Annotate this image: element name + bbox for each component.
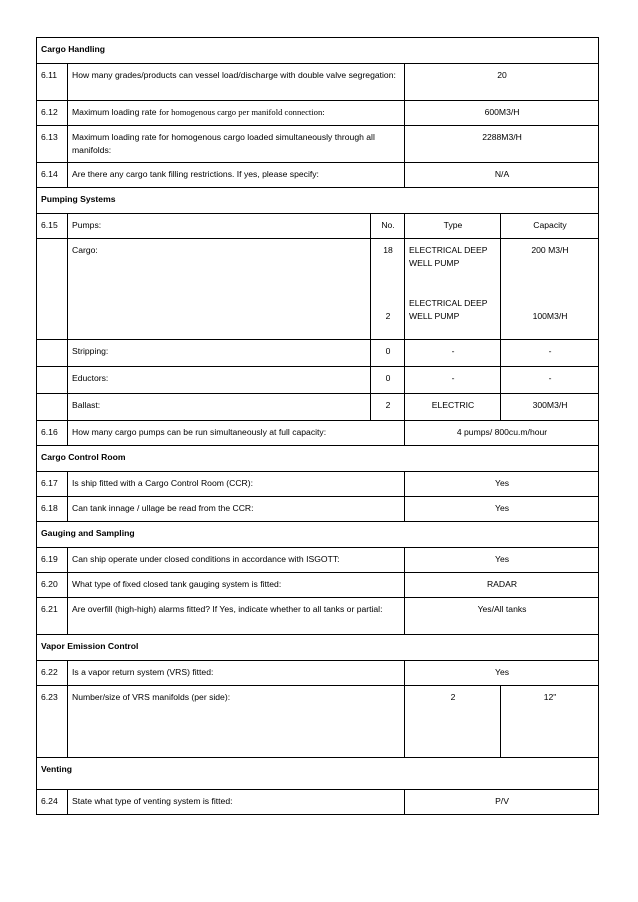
row-6-13	[37, 126, 599, 163]
empty-cell	[37, 394, 68, 421]
row-6-23	[37, 686, 599, 758]
row-6-22	[37, 661, 599, 686]
row-6-14	[37, 163, 599, 188]
item-number: 6.20	[37, 573, 68, 598]
question-text: Can tank innage / ullage be read from the CCR:	[68, 497, 405, 522]
pump-capacity-cell	[501, 239, 599, 340]
row-6-12	[37, 101, 599, 126]
answer-value: N/A	[405, 163, 599, 188]
item-number: 6.24	[37, 790, 68, 815]
section-title: Pumping Systems	[37, 188, 599, 214]
question-text-part: for homogenous cargo per manifold connection:	[158, 107, 325, 117]
pump-label: Cargo:	[68, 239, 371, 340]
pump-type-cell	[405, 239, 501, 340]
question-text: Maximum loading rate for homogenous cargo loaded simultaneously through all manifolds:	[68, 126, 405, 163]
question-text: Can ship operate under closed conditions in accordance with ISGOTT:	[68, 548, 405, 573]
row-6-21	[37, 598, 599, 635]
item-number: 6.19	[37, 548, 68, 573]
item-number: 6.23	[37, 686, 68, 758]
item-number: 6.18	[37, 497, 68, 522]
answer-value: 4 pumps/ 800cu.m/hour	[405, 421, 599, 446]
item-number: 6.21	[37, 598, 68, 635]
item-number: 6.13	[37, 126, 68, 163]
pump-type: -	[405, 340, 501, 367]
empty-cell	[37, 340, 68, 367]
empty-cell	[37, 367, 68, 394]
section-pumping-systems	[37, 188, 599, 214]
row-6-17	[37, 472, 599, 497]
question-text: Are there any cargo tank filling restrictions. If yes, please specify:	[68, 163, 405, 188]
row-6-15	[37, 214, 599, 239]
row-6-16	[37, 421, 599, 446]
section-vapor-emission-control	[37, 635, 599, 661]
pump-count: 0	[371, 340, 405, 367]
pump-count-cell	[371, 239, 405, 340]
pump-count: 2	[371, 394, 405, 421]
pump-capacity: -	[501, 340, 599, 367]
answer-value: Yes	[405, 472, 599, 497]
manifold-size: 12"	[501, 686, 599, 758]
question-text: What type of fixed closed tank gauging system is fitted:	[68, 573, 405, 598]
item-number: 6.12	[37, 101, 68, 126]
row-eductors	[37, 367, 599, 394]
section-venting	[37, 758, 599, 790]
answer-value: Yes	[405, 548, 599, 573]
questionnaire-sheet	[36, 37, 598, 815]
answer-value: Yes	[405, 661, 599, 686]
question-text	[68, 101, 405, 126]
empty-cell	[37, 239, 68, 340]
pump-count: 18	[383, 245, 393, 255]
row-ballast	[37, 394, 599, 421]
section-title: Gauging and Sampling	[37, 522, 599, 548]
pump-type: ELECTRICAL DEEP WELL PUMP	[409, 298, 488, 321]
vessel-questionnaire-table	[36, 37, 599, 815]
row-6-24	[37, 790, 599, 815]
item-number: 6.16	[37, 421, 68, 446]
answer-value: RADAR	[405, 573, 599, 598]
pump-label: Stripping:	[68, 340, 371, 367]
question-text: Are overfill (high-high) alarms fitted? If Yes, indicate whether to all tanks or partial:	[68, 598, 405, 635]
row-stripping	[37, 340, 599, 367]
pump-count: 0	[371, 367, 405, 394]
question-text-part: Maximum loading rate	[72, 107, 159, 117]
section-title: Cargo Handling	[37, 38, 599, 64]
answer-value: 20	[405, 64, 599, 101]
row-6-18	[37, 497, 599, 522]
answer-value: Yes	[405, 497, 599, 522]
section-gauging-sampling	[37, 522, 599, 548]
pump-type: -	[405, 367, 501, 394]
row-6-20	[37, 573, 599, 598]
section-title: Cargo Control Room	[37, 446, 599, 472]
row-cargo-pumps	[37, 239, 599, 340]
column-header-capacity: Capacity	[501, 214, 599, 239]
column-header-type: Type	[405, 214, 501, 239]
pump-capacity: 100M3/H	[532, 311, 568, 321]
column-header-no: No.	[371, 214, 405, 239]
row-6-19	[37, 548, 599, 573]
pump-count: 2	[385, 311, 391, 321]
item-number: 6.15	[37, 214, 68, 239]
question-text: Pumps:	[68, 214, 371, 239]
row-6-11	[37, 64, 599, 101]
answer-value: 2288M3/H	[405, 126, 599, 163]
question-text: How many grades/products can vessel load/discharge with double valve segregation:	[68, 64, 405, 101]
answer-value: P/V	[405, 790, 599, 815]
section-cargo-control-room	[37, 446, 599, 472]
question-text: Number/size of VRS manifolds (per side):	[68, 686, 405, 758]
section-title: Vapor Emission Control	[37, 635, 599, 661]
pump-capacity: 200 M3/H	[531, 245, 569, 255]
item-number: 6.14	[37, 163, 68, 188]
pump-type: ELECTRIC	[405, 394, 501, 421]
question-text: State what type of venting system is fitted:	[68, 790, 405, 815]
question-text: How many cargo pumps can be run simultaneously at full capacity:	[68, 421, 405, 446]
pump-capacity: -	[501, 367, 599, 394]
manifold-count: 2	[405, 686, 501, 758]
question-text: Is a vapor return system (VRS) fitted:	[68, 661, 405, 686]
section-title: Venting	[37, 758, 599, 790]
pump-label: Eductors:	[68, 367, 371, 394]
item-number: 6.17	[37, 472, 68, 497]
section-cargo-handling	[37, 38, 599, 64]
item-number: 6.22	[37, 661, 68, 686]
pump-label: Ballast:	[68, 394, 371, 421]
pump-capacity: 300M3/H	[501, 394, 599, 421]
answer-value: Yes/All tanks	[405, 598, 599, 635]
item-number: 6.11	[37, 64, 68, 101]
pump-type: ELECTRICAL DEEP WELL PUMP	[409, 245, 488, 268]
question-text: Is ship fitted with a Cargo Control Room (CCR):	[68, 472, 405, 497]
answer-value: 600M3/H	[405, 101, 599, 126]
